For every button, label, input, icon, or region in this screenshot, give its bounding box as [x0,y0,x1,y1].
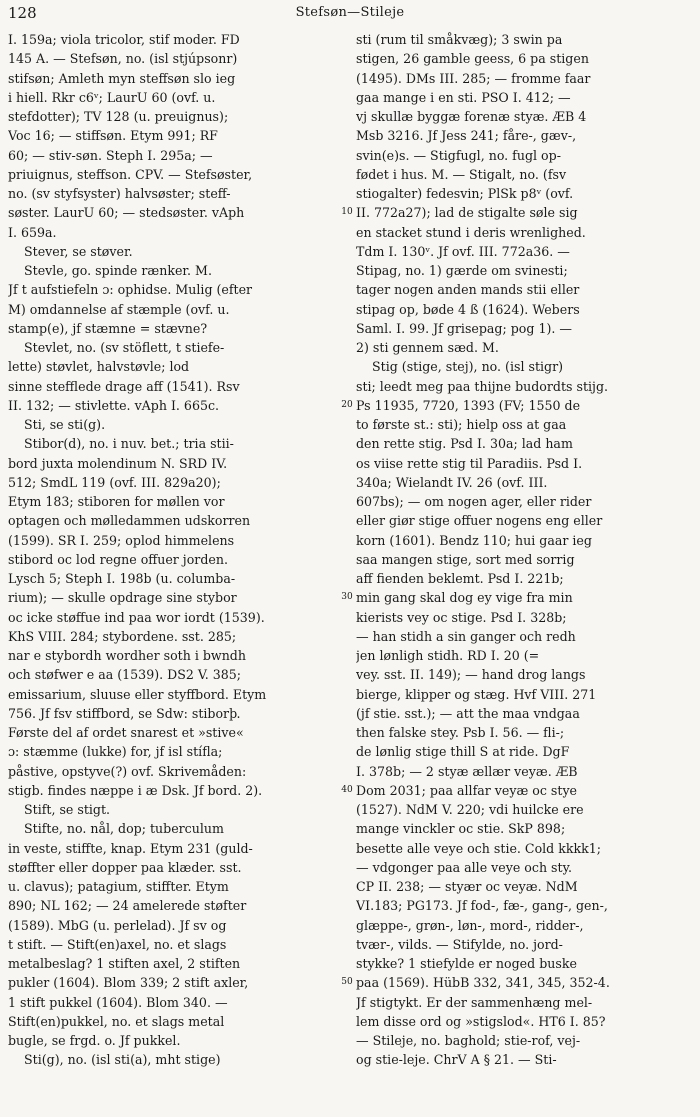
page-header [0,0,700,26]
text-line: støffter eller dopper paa klæder. sst. [8,859,242,875]
text-line: rium); — skulle opdrage sine stybor [8,590,237,606]
text-line: — vdgonger paa alle veye och sty. [356,859,573,875]
text-line: Stevle, go. spinde rænker. M. [24,263,212,278]
text-line: kierists vey oc stige. Psd I. 328b; [356,609,567,625]
text-line: vj skullæ byggæ forenæ styæ. ÆB 4 [356,109,587,124]
left-column [8,30,344,1070]
text-line: i hiell. Rkr c6ᵛ; LaurU 60 (ovf. u. [8,89,216,105]
text-line: I. 159a; viola tricolor, stif moder. FD [8,32,240,47]
text-line: 890; NL 162; — 24 amelerede støfter [8,898,247,914]
right-column [356,30,692,1070]
text-line: Saml. I. 99. Jf grisepag; pog 1). — [356,320,572,336]
text-line: bord juxta molendinum N. SRD IV. [8,455,228,471]
text-line: Stipag, no. 1) gærde om svinesti; [356,263,568,278]
text-line: (1527). NdM V. 220; vdi huilcke ere [356,802,584,817]
text-line: stefdotter); TV 128 (u. preuignus); [8,109,229,124]
text-line: Første del af ordet snarest et »stive« [8,725,244,740]
text-line: ɔ: stæmme (lukke) for, jf isl stífla; [8,744,223,760]
text-line: stigen, 26 gamble geess, 6 pa stigen [356,51,589,67]
text-line: Stever, se støver. [24,243,133,259]
text-line: Lysch 5; Steph I. 198b (u. columba- [8,571,236,586]
text-line: (1589). MbG (u. perlelad). Jf sv og [8,917,227,933]
text-line: påstive, opstyve(?) ovf. Skrivemåden: [8,763,247,779]
text-line: (1599). SR I. 259; oplod himmelens [8,532,235,548]
text-line: then falske stey. Psb I. 56. — fli-; [356,725,565,740]
text-line: nar e stybordh wordher soth i bwndh [8,648,246,663]
text-line: priuignus, steffson. CPV. — Stefsøster, [8,166,253,182]
text-line: bierge, klipper og stæg. Hvf VIII. 271 [356,686,597,702]
page-number: 128 [8,4,37,22]
text-line: Stift, se stigt. [24,802,111,817]
text-line: to første st.: sti); hielp oss at gaa [356,417,567,432]
text-line: stykke? 1 stiefylde er noged buske [356,956,577,971]
text-line: no. (sv styfsyster) halvsøster; steff- [8,186,231,201]
text-line: os viise rette stig til Paradiis. Psd I. [356,455,583,471]
text-line: korn (1601). Bendz 110; hui gaar ieg [356,532,592,548]
text-line: lette) støvlet, halvstøvle; lod [8,359,190,375]
text-line: Dom 2031; paa allfar veyæ oc stye [356,782,578,798]
text-line: sti; leedt meg paa thijne budordts stijg. [356,378,609,394]
text-line: optagen och mølledammen udskorren [8,513,251,529]
text-line: bugle, se frgd. o. Jf pukkel. [8,1033,181,1048]
text-line: KhS VIII. 284; stybordene. sst. 285; [8,628,237,644]
text-line: Tdm I. 130ᵛ. Jf ovf. III. 772a36. — [356,243,570,259]
text-line: paa (1569). HübB 332, 341, 345, 352-4. [356,975,610,991]
text-line: II. 132; — stivlette. vAph I. 665c. [8,397,220,413]
text-line: CP II. 238; — styær oc veyæ. NdM [356,879,578,894]
text-line: lem disse ord og »stigslod«. HT6 I. 85? [356,1013,606,1029]
text-line: I. 378b; — 2 styæ ællær veyæ. ÆB [356,763,578,779]
text-line: Stifte, no. nål, dop; tuberculum [24,821,224,837]
text-line: Sti, se sti(g). [24,417,106,432]
text-line: 145 A. — Stefsøn, no. (isl stjúpsonr) [8,51,238,67]
text-line: min gang skal dog ey vige fra min [356,590,573,606]
text-line: stiogalter) fedesvin; PlSk p8ᵛ (ovf. [356,186,574,201]
text-line: 1 stift pukkel (1604). Blom 340. — [8,994,228,1010]
text-line: stipag op, bøde 4 ß (1624). Webers [356,301,580,317]
text-line: Etym 183; stiboren for møllen vor [8,494,225,509]
text-line: Stibor(d), no. i nuv. bet.; tria stii- [24,436,234,452]
text-line: Msb 3216. Jf Jess 241; fåre-, gæv-, [356,128,577,144]
text-line: jen lønligh stidh. RD I. 20 (= [356,648,540,663]
text-line: stigb. findes næppe i æ Dsk. Jf bord. 2). [8,782,263,798]
line-number-marker: 20 [341,399,353,410]
text-line: pukler (1604). Blom 339; 2 stift axler, [8,975,249,991]
text-line: søster. LaurU 60; — stedsøster. vAph [8,205,245,221]
text-line: og stie-leje. ChrV A § 21. — Sti- [356,1052,557,1068]
text-line: saa mangen stige, sort med sorrig [356,551,575,567]
text-line: vey. sst. II. 149); — hand drog langs [356,667,586,683]
text-line: II. 772a27); lad de stigalte søle sig [356,205,578,221]
text-line: sinne stefflede drage aff (1541). Rsv [8,378,240,394]
text-line: glæppe-, grøn-, løn-, mord-, ridder-, [356,917,584,933]
text-line: 340a; Wielandt IV. 26 (ovf. III. [356,474,548,490]
text-line: VI.183; PG173. Jf fod-, fæ-, gang-, gen-, [356,898,608,914]
text-line: sti (rum til småkvæg); 3 swin pa [356,32,563,47]
text-line: den rette stig. Psd I. 30a; lad ham [356,436,573,452]
text-line: aff fienden beklemt. Psd I. 221b; [356,571,564,586]
text-line: 756. Jf fsv stiffbord, se Sdw: stiborþ. [8,705,241,721]
text-line: 512; SmdL 119 (ovf. III. 829a20); [8,474,221,490]
text-line: I. 659a. [8,224,57,240]
text-line: stifsøn; Amleth myn steffsøn slo ieg [8,70,236,86]
line-number-marker: 40 [341,784,353,795]
text-line: mange vinckler oc stie. SkP 898; [356,821,566,837]
line-number-marker: 30 [341,592,353,603]
text-line: tvær-, vilds. — Stifylde, no. jord- [356,936,563,952]
text-line: in veste, stiffte, knap. Etym 231 (guld- [8,840,253,856]
text-line: fødet i hus. M. — Stigalt, no. (fsv [356,166,567,182]
text-line: svin(e)s. — Stigfugl, no. fugl op- [356,147,561,163]
text-line: emissarium, sluuse eller styffbord. Etym [8,686,267,702]
text-line: Ps 11935, 7720, 1393 (FV; 1550 de [356,397,581,413]
text-line: t stift. — Stift(en)axel, no. et slags [8,936,227,952]
text-line: stamp(e), jf stæmne = stævne? [8,320,208,336]
text-line: M) omdannelse af stæmple (ovf. u. [8,301,230,317]
text-line: 2) sti gennem sæd. M. [356,340,499,355]
line-number-marker: 50 [341,977,353,988]
text-line: Stevlet, no. (sv stöflett, t stiefe- [24,340,225,355]
text-line: metalbeslag? 1 stiften axel, 2 stiften [8,956,241,971]
running-head: Stefsøn—Stileje [295,5,405,20]
text-line: 60; — stiv-søn. Steph I. 295a; — [8,147,213,163]
text-line: tager nogen anden mands stii eller [356,282,580,298]
text-line: 607bs); — om nogen ager, eller rider [356,494,592,509]
text-line: Stift(en)pukkel, no. et slags metal [8,1013,225,1029]
text-line: stibord oc lod regne offuer jorden. [8,551,228,567]
text-line: de lønlig stige thill S at ride. DgF [356,744,570,760]
text-line: och støfwer e aa (1539). DS2 V. 385; [8,667,242,683]
text-line: en stacket stund i deris wrenlighed. [356,224,586,240]
text-line: Jf stigtykt. Er der sammenhæng mel- [356,994,593,1010]
text-line: — han stidh a sin ganger och redh [356,628,576,644]
text-line: Stig (stige, stej), no. (isl stigr) [372,359,564,375]
text-line: oc icke støffue ind paa wor iordt (1539). [8,609,265,625]
text-line: eller giør stige offuer nogens eng eller [356,513,603,529]
text-line: — Stileje, no. baghold; stie-rof, vej- [356,1033,581,1048]
text-line: (jf stie. sst.); — att the maa vndgaa [356,705,580,721]
text-line: gaa mange i en sti. PSO I. 412; — [356,89,571,105]
text-line: Jf t aufstiefeln ɔ: ophidse. Mulig (efter [8,282,253,298]
text-line: (1495). DMs III. 285; — fromme faar [356,70,591,86]
text-line: Sti(g), no. (isl sti(a), mht stige) [24,1052,221,1068]
text-line: besette alle veye och stie. Cold kkkk1; [356,840,602,856]
line-number-marker: 10 [341,207,353,218]
text-line: Voc 16; — stiffsøn. Etym 991; RF [8,128,218,144]
text-line: u. clavus); patagium, stiffter. Etym [8,879,229,894]
